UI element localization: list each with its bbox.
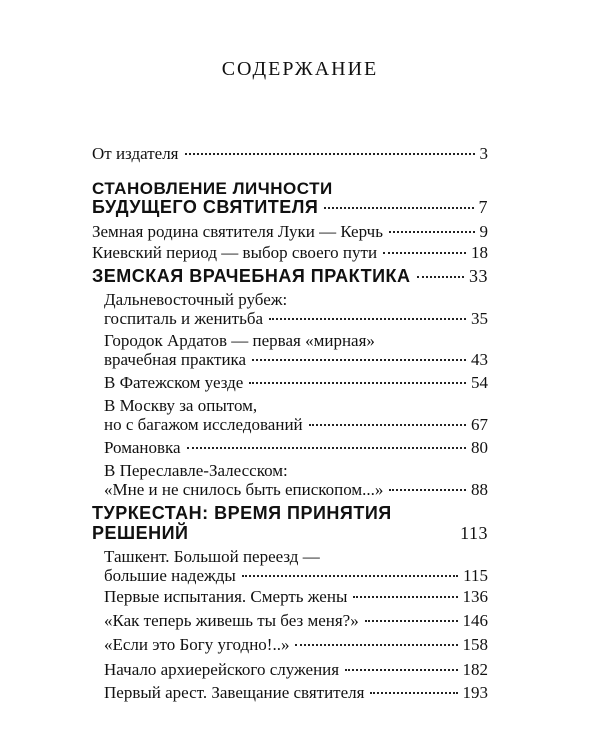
dot-leader [252,345,466,361]
dot-leader [187,433,466,449]
dot-leader [242,561,458,577]
toc-entry-page: 146 [462,611,488,630]
toc-entry-page: 35 [471,309,488,328]
toc-entry-title: Земная родина святителя Луки — Керчь [92,222,383,241]
toc-entry-first-trials[interactable] [104,586,488,607]
toc-entry-row [104,308,488,329]
dot-leader [417,262,465,278]
toc-entry-title: Романовка [104,438,181,457]
toc-entry-title: От издателя [92,144,179,163]
dot-leader [365,606,458,622]
toc-part-title-line2-row [92,523,488,544]
toc-entry-page: 80 [471,438,488,457]
toc-entry-title: Первые испытания. Смерть жены [104,587,348,606]
toc-entry-title: В Фатежском уезде [104,373,244,392]
dot-leader [185,139,475,155]
dot-leader [389,475,466,491]
dot-leader [269,304,466,320]
toc-entry-title: «Если это Богу угодно!..» [104,635,290,654]
toc-entry-title: БУДУЩЕГО СВЯТИТЕЛЯ [92,197,319,217]
toc-entry-page: 158 [462,635,488,654]
toc-entry-page: 88 [471,480,488,499]
dot-leader [295,630,457,646]
toc-entry-archpastoral[interactable] [104,659,488,680]
toc-entry-row [104,349,488,370]
toc-part-title-line1: ТУРКЕСТАН: ВРЕМЯ ПРИНЯТИЯ [92,503,392,523]
toc-entry-page: 7 [478,197,488,217]
dot-leader [309,410,466,426]
toc-entry-title: «Как теперь живешь ты без меня?» [104,611,359,630]
toc-part-title-line2-row [92,197,488,218]
toc-entry-page: 18 [471,243,488,262]
toc-entry-title: РЕШЕНИЙ [92,523,189,543]
toc-entry-title: Начало архиерейского служения [104,660,340,679]
dot-leader [324,193,473,209]
toc-entry-title: Первый арест. Завещание святителя [104,683,365,702]
dot-leader [194,521,455,535]
toc-entry-page: 3 [479,144,488,163]
page-title: СОДЕРЖАНИЕ [221,58,379,80]
toc-entry-row [104,479,488,500]
toc-entry-page: 193 [462,683,488,702]
toc-entry-romanovka[interactable] [104,437,488,458]
toc-entry-from-publisher[interactable] [92,143,488,164]
toc-entry-title-line1: В Москву за опытом, [104,396,258,415]
dot-leader [389,217,475,233]
toc-entry-title: Киевский период — выбор своего пути [92,243,378,262]
toc-entry-title: но с багажом исследований [104,415,303,434]
toc-entry-if-god-pleases[interactable] [104,634,488,655]
dot-leader [370,678,457,694]
toc-entry-title: «Мне и не снилось быть епископом...» [104,480,384,499]
dot-leader [345,655,457,671]
toc-entry-kiev[interactable] [92,242,488,263]
toc-entry-title-line1: Ташкент. Большой переезд — [104,547,320,566]
toc-entry-title-line1: Городок Ардатов — первая «мирная» [104,331,375,350]
dot-leader [353,582,457,598]
dot-leader [249,368,466,384]
toc-entry-row [104,414,488,435]
toc-entry-page: 113 [460,523,488,543]
toc-part-title-line1: СТАНОВЛЕНИЕ ЛИЧНОСТИ [92,179,333,198]
toc-entry-page: 136 [462,587,488,606]
toc-entry-title-line1: В Переславле-Залесском: [104,461,288,480]
toc-entry-title: большие надежды [104,566,236,585]
toc-part-heading-2[interactable] [92,266,488,287]
toc-entry-title: врачебная практика [104,350,247,369]
toc-entry-title: ЗЕМСКАЯ ВРАЧЕБНАЯ ПРАКТИКА [92,266,411,286]
toc-entry-fatezh[interactable] [104,372,488,393]
toc-entry-title-line1: Дальневосточный рубеж: [104,290,288,309]
toc-entry-title: госпиталь и женитьба [104,309,264,328]
toc-entry-page: 67 [471,415,488,434]
toc-entry-page: 43 [471,350,488,369]
toc-entry-page: 115 [463,566,488,585]
dot-leader [383,238,466,254]
toc-entry-first-arrest[interactable] [104,682,488,703]
toc-entry-page: 9 [479,222,488,241]
toc-entry-page: 54 [471,373,488,392]
toc-entry-page: 33 [469,266,488,286]
toc-entry-how-live[interactable] [104,610,488,631]
toc-entry-page: 182 [462,660,488,679]
